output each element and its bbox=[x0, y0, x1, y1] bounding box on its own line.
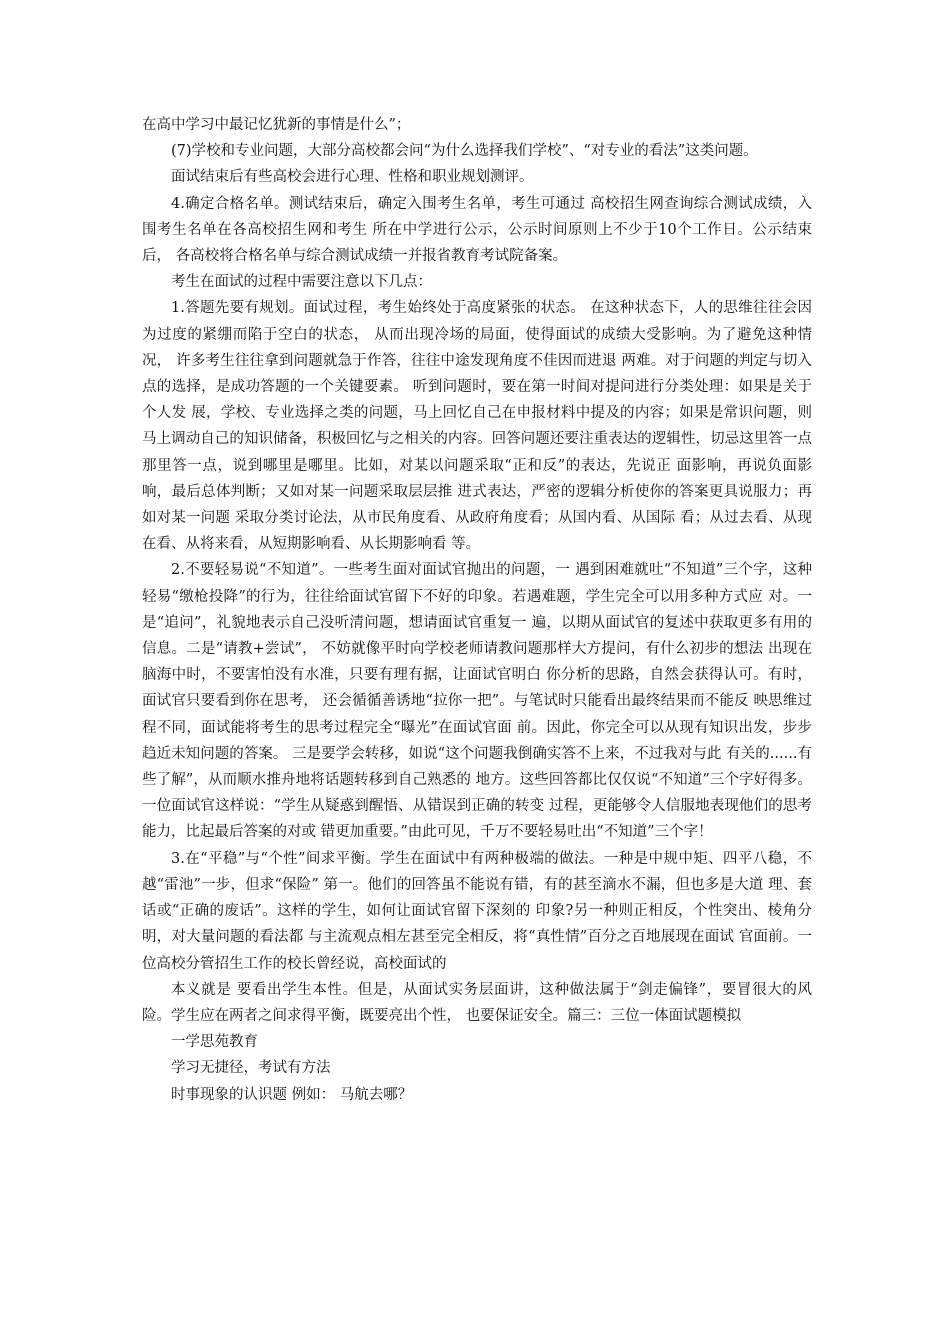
paragraph-2: (7)学校和专业问题，大部分高校都会问“为什么选择我们学校”、“对专业的看法”这类问题。 bbox=[171, 143, 758, 160]
paragraph-10: 一学思苑教育 bbox=[171, 1034, 258, 1051]
paragraph-8: 3.在“平稳”与“个性”间求平衡。学生在面试中有两种极端的做法。一种是中规中矩、四平八稳，不越“雷池”一步，但求“保险” 第一。他们的回答虽不能说有错，有的甚至滴水不漏，但也多是大道 理、套话或“正确的废话”。这样的学生，如何让面试官留下深刻的 印象?另一种则正相反，个性突出、棱角分明，对大量问题的看法都 与主流观点相左甚至完全相反，将“真性情”百分之百地展现在面试 官面前。一位高校分管招生工作的校长曾经说，高校面试的 bbox=[142, 850, 812, 972]
paragraph-11: 学习无捷径，考试有方法 bbox=[171, 1060, 331, 1077]
paragraph-7: 2.不要轻易说“不知道”。一些考生面对面试官抛出的问题，一 遇到困难就吐“不知道”三个字，这种轻易“缴枪投降”的行为，往往给面试官留下不好的印象。若遇难题，学生完全可以用多种方式应 对。一是“追问”，礼貌地表示自己没听清问题，想请面试官重复一 遍，以期从面试官的复述中获取更多有用的信息。二是“请教+尝试”， 不妨就像平时向学校老师请教问题那样大方提问，有什么初步的想法 出现在脑海中时，不要害怕没有水准，只要有理有据，让面试官明白 你分析的思路，自然会获得认可。有时，面试官只要看到你在思考， 还会循循善诱地“拉你一把”。与笔试时只能看出最终结果而不能反 映思维过程不同，面试能将考生的思考过程完全“曝光”在面试官面 前。因此，你完全可以从现有知识出发，步步趋近未知问题的答案。 三是要学会转移，如说“这个问题我倒确实答不上来，不过我对与此 有关的......有些了解”，从而顺水推舟地将话题转移到自己熟悉的 地方。这些回答都比仅仅说“不知道”三个字好得多。 一位面试官这样说：“学生从疑惑到醒悟、从错误到正确的转变 过程，更能够令人信服地表现他们的思考能力，比起最后答案的对或 错更加重要。”由此可见，千万不要轻易吐出“不知道”三个字！ bbox=[142, 562, 812, 841]
paragraph-9: 本义就是 要看出学生本性。但是，从面试实务层面讲，这种做法属于“剑走偏锋”，要冒很大的风险。学生应在两者之间求得平衡，既要亮出个性， 也要保证安全。篇三：三位一体面试题模拟 bbox=[142, 981, 812, 1024]
paragraph-1: 在高中学习中最记忆犹新的事情是什么”； bbox=[142, 117, 411, 133]
paragraph-3: 面试结束后有些高校会进行心理、性格和职业规划测评。 bbox=[171, 169, 534, 186]
document-page bbox=[142, 112, 812, 1108]
paragraph-12: 时事现象的认识题 例如： 马航去哪？ bbox=[171, 1086, 413, 1103]
paragraph-5: 考生在面试的过程中需要注意以下几点： bbox=[171, 274, 432, 291]
paragraph-4: 4.确定合格名单。测试结束后，确定入围考生名单，考生可通过 高校招生网查询综合测试成绩，入围考生名单在各高校招生网和考生 所在中学进行公示，公示时间原则上不少于10个工作日。公示结束后， 各高校将合格名单与综合测试成绩一并报省教育考试院备案。 bbox=[142, 195, 812, 265]
paragraph-6: 1.答题先要有规划。面试过程，考生始终处于高度紧张的状态。 在这种状态下，人的思维往往会因为过度的紧绷而陷于空白的状态， 从而出现冷场的局面，使得面试的成绩大受影响。为了避免这种情况， 许多考生往往拿到问题就急于作答，往往中途发现角度不佳因而进退 两难。对于问题的判定与切入点的选择，是成功答题的一个关键要素。 听到问题时，要在第一时间对提问进行分类处理：如果是关于个人发 展，学校、专业选择之类的问题，马上回忆自己在申报材料中提及的内容；如果是常识问题，则马上调动自己的知识储备，积极回忆与之相关的内容。回答问题还要注重表达的逻辑性，切忌这里答一点那里答一点，说到哪里是哪里。比如，对某以问题采取“正和反”的表达，先说正 面影响，再说负面影响，最后总体判断；又如对某一问题采取层层推 进式表达，严密的逻辑分析使你的答案更具说服力；再如对某一问题 采取分类讨论法，从市民角度看、从政府角度看；从国内看、从国际 看；从过去看、从现在看、从将来看，从短期影响看、从长期影响看 等。 bbox=[142, 300, 812, 553]
